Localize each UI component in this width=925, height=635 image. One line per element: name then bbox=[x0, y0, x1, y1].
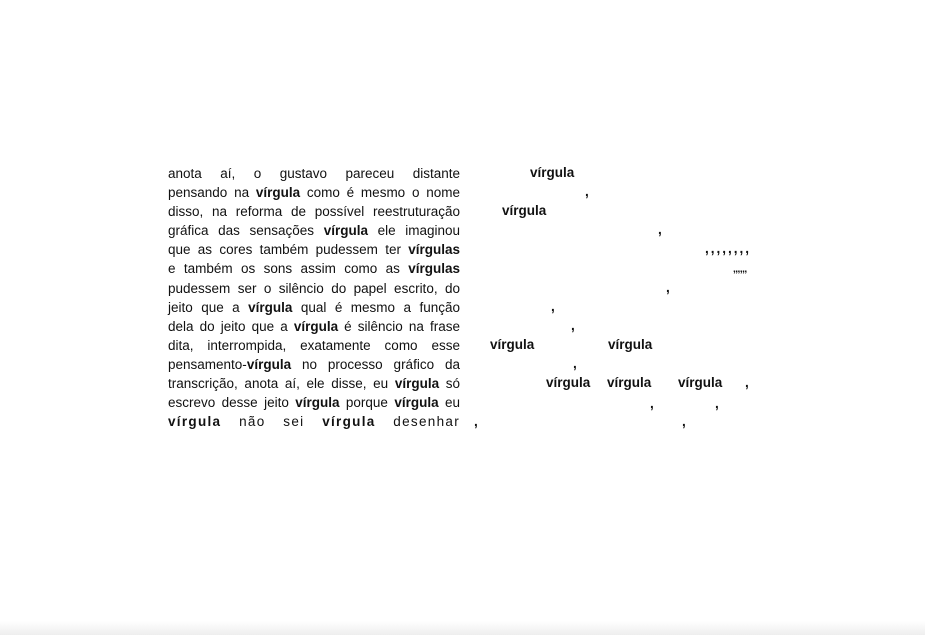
scattered-word: vírgula bbox=[490, 337, 535, 352]
line-text: pudessem ser o silêncio do papel escrito, do bbox=[168, 280, 460, 296]
scattered-comma: , bbox=[571, 318, 575, 333]
scattered-word: vírgula bbox=[530, 165, 575, 180]
bold-word: vírgulas bbox=[408, 242, 460, 258]
bold-word: vírgula bbox=[394, 376, 440, 392]
bold-word: vírgula bbox=[295, 395, 340, 411]
scattered-comma: , bbox=[682, 414, 686, 429]
line-text: dita, interrompida, exatamente como esse bbox=[168, 337, 460, 353]
line-text: desenhar bbox=[375, 414, 460, 430]
poem-line bbox=[168, 298, 460, 317]
scattered-comma: , bbox=[585, 184, 589, 199]
line-text: como é mesmo o nome bbox=[300, 185, 461, 201]
line-text: e também os sons assim como as bbox=[168, 261, 409, 277]
bold-word: vírgulas bbox=[408, 261, 460, 277]
poem-line bbox=[168, 412, 460, 431]
line-text: que as cores também pudessem ter bbox=[168, 242, 409, 258]
poem-line bbox=[168, 202, 460, 221]
scattered-comma: , bbox=[573, 356, 577, 371]
scattered-comma: , bbox=[474, 414, 478, 429]
bold-word: vírgula bbox=[168, 414, 222, 430]
poem-line bbox=[168, 259, 460, 278]
bold-word: vírgula bbox=[248, 299, 293, 315]
scattered-comma: , bbox=[650, 396, 654, 411]
poem-line bbox=[168, 355, 460, 374]
bold-word: vírgula bbox=[323, 223, 368, 239]
poem-line bbox=[168, 374, 460, 393]
poem-line bbox=[168, 221, 460, 240]
poem-line bbox=[168, 393, 460, 412]
bold-word: vírgula bbox=[322, 414, 376, 430]
line-text: anota aí, o gustavo pareceu distante bbox=[168, 166, 460, 181]
poem-line bbox=[168, 183, 460, 202]
scattered-comma-run: ,,,,,,,, bbox=[705, 241, 752, 256]
scattered-comma-run: ,,,,,, bbox=[733, 264, 747, 275]
poem-text-block bbox=[168, 164, 460, 431]
line-text: eu bbox=[438, 395, 460, 411]
poem-line bbox=[168, 317, 460, 336]
line-text: qual é mesmo a função bbox=[292, 299, 460, 315]
bold-word: vírgula bbox=[394, 395, 439, 411]
scattered-word: vírgula bbox=[608, 337, 653, 352]
poem-line bbox=[168, 164, 460, 183]
poem-line bbox=[168, 336, 460, 355]
line-text: escrevo desse jeito bbox=[168, 395, 296, 411]
scattered-comma: , bbox=[551, 299, 555, 314]
line-text: não sei bbox=[221, 414, 323, 430]
bold-word: vírgula bbox=[293, 318, 339, 334]
scattered-word: vírgula bbox=[678, 375, 723, 390]
line-text: só bbox=[439, 376, 460, 392]
line-text: gráfica das sensações bbox=[168, 223, 324, 239]
bold-word: vírgula bbox=[246, 356, 292, 372]
line-text: é silêncio na frase bbox=[338, 318, 461, 334]
scattered-word: vírgula bbox=[607, 375, 652, 390]
scattered-comma: , bbox=[715, 396, 719, 411]
line-text: ele imaginou bbox=[367, 223, 460, 239]
line-text: dela do jeito que a bbox=[168, 318, 294, 334]
bold-word: vírgula bbox=[255, 185, 301, 201]
scattered-comma: , bbox=[745, 375, 749, 390]
page-bottom-shade bbox=[0, 621, 925, 635]
poem-line bbox=[168, 240, 460, 259]
line-text: pensamento- bbox=[168, 356, 247, 372]
scattered-comma: , bbox=[658, 222, 662, 237]
line-text: porque bbox=[339, 395, 395, 411]
line-text: transcrição, anota aí, ele disse, eu bbox=[168, 376, 395, 392]
line-text: pensando na bbox=[168, 185, 256, 201]
line-text: jeito que a bbox=[168, 299, 249, 315]
line-text: no processo gráfico da bbox=[291, 356, 460, 372]
scattered-word: vírgula bbox=[546, 375, 591, 390]
scattered-word: vírgula bbox=[502, 203, 547, 218]
poem-line bbox=[168, 279, 460, 298]
line-text: disso, na reforma de possível reestruturação bbox=[168, 204, 460, 220]
scattered-comma: , bbox=[666, 280, 670, 295]
